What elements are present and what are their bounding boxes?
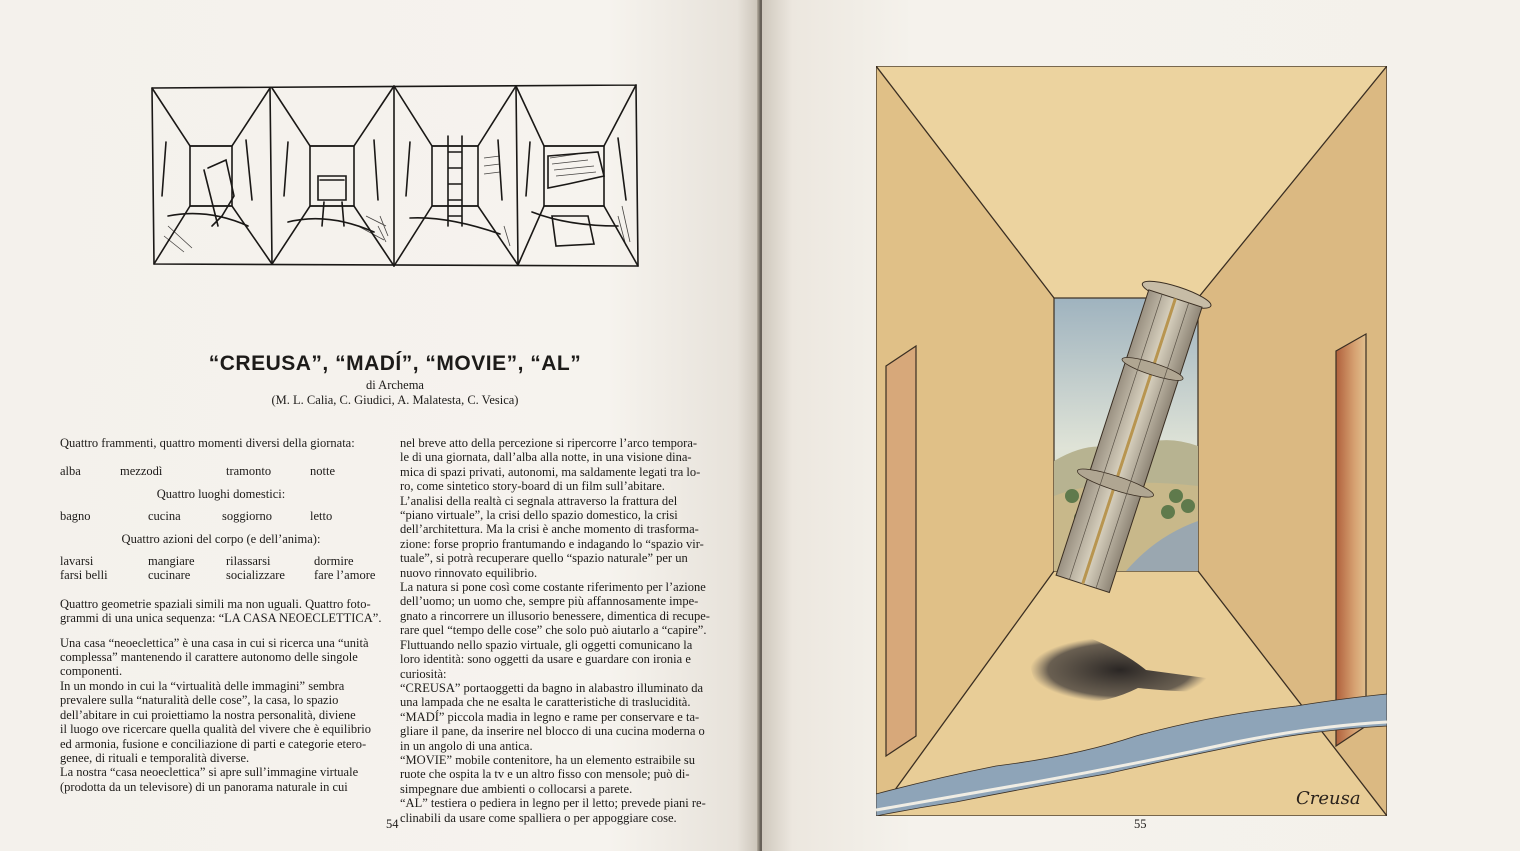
action-item: mangiare	[148, 554, 195, 569]
text-line: curiosità:	[400, 666, 447, 681]
text-line: ruote che ospita la tv e un altro fisso con mensole; può di-	[400, 767, 690, 782]
text-line: ro, come sintetico story-board di un film sull’abitare.	[400, 479, 665, 494]
action-item: socializzare	[226, 568, 285, 583]
text-line: dell’architettura. Ma la crisi è anche momento di trasforma-	[400, 522, 699, 537]
action-item: rilassarsi	[226, 554, 271, 569]
text-line: (prodotta da un televisore) di un panorama naturale in cui	[60, 779, 348, 794]
article-title: “CREUSA”, “MADÍ”, “MOVIE”, “AL”	[208, 352, 582, 375]
text-line: “piano virtuale”, la crisi dello spazio domestico, la crisi	[400, 508, 678, 523]
text-line: nel breve atto della percezione si ripercorre l’arco tempora-	[400, 436, 698, 450]
text-line: ed armonia, fusione e conciliazione di parti e categorie etero-	[60, 736, 367, 751]
text-line	[60, 626, 382, 636]
text-line: il luogo ove ricercare quella qualità del vivere che è equilibrio	[60, 722, 371, 737]
action-item: fare l’amore	[314, 568, 376, 583]
text-line: rare quel “tempo delle cose” che solo può aiutarlo a “capire”.	[400, 623, 707, 638]
action-item: lavarsi	[60, 554, 94, 569]
text-line: La nostra “casa neoeclettica” si apre sull’immagine virtuale	[60, 765, 359, 780]
text-line: loro identità: sono oggetti da usare e guardare con ironia e	[400, 652, 691, 667]
four-rooms-sketch	[148, 76, 641, 276]
actions-heading: Quattro azioni del corpo (e dell’anima):	[121, 531, 321, 546]
text-line: complessa” mantenendo il carattere autonomo delle singole	[60, 650, 358, 665]
text-line: in un angolo di una antica.	[400, 738, 533, 753]
text-line: In un mondo in cui la “virtualità delle immagini” sembra	[60, 678, 345, 693]
text-column-1	[60, 436, 382, 794]
page-number-left: 54	[386, 817, 399, 831]
text-line: Quattro geometrie spaziali simili ma non uguali. Quattro foto-	[60, 596, 371, 611]
intro-line: Quattro frammenti, quattro momenti diversi della giornata:	[60, 436, 355, 450]
column-1-body	[60, 597, 382, 794]
text-line: le di una giornata, dall’alba alla notte, in una visione dina-	[400, 450, 692, 465]
text-line: dell’uomo; un uomo che, sempre più affannosamente impe-	[400, 594, 699, 609]
moments-row	[60, 464, 382, 478]
text-line: nuovo rinnovato equilibrio.	[400, 565, 538, 580]
text-line: una lampada che ne esalta le caratteristiche di traslucidità.	[400, 695, 691, 710]
action-item: dormire	[314, 554, 354, 569]
places-heading: Quattro luoghi domestici:	[156, 486, 286, 501]
text-line: “CREUSA” portaoggetti da bagno in alabastro illuminato da	[400, 680, 704, 695]
creusa-illustration	[876, 66, 1387, 816]
text-line: componenti.	[60, 664, 123, 679]
place-item: letto	[310, 509, 333, 524]
page-number-right: 55	[1134, 817, 1147, 831]
text-line: dell’abitare in cui proiettiamo la nostra personalità, diviene	[60, 707, 356, 722]
places-row	[60, 509, 382, 523]
text-line: La natura si pone così come costante riferimento per l’azione	[400, 580, 706, 595]
text-line: Fluttuando nello spazio virtuale, gli oggetti comunicano la	[400, 637, 693, 652]
moment-item: alba	[60, 464, 81, 479]
text-line: “MADÍ” piccola madia in legno e rame per conservare e ta-	[400, 709, 700, 724]
text-line: zione: forse proprio frantumando e indagando lo “spazio vir-	[400, 536, 704, 551]
text-line: grammi di una unica sequenza: “LA CASA NEOECLETTICA”.	[60, 611, 382, 626]
byline-authors: (M. L. Calia, C. Giudici, A. Malatesta, C. Vesica)	[271, 393, 519, 407]
text-line: gliare il pane, da inserire nel blocco di una cucina moderna o	[400, 724, 705, 739]
text-line: prevalere sulla “naturalità delle cose”, la casa, lo spazio	[60, 693, 339, 708]
text-line: clinabili da usare come spalliera o per appoggiare cose.	[400, 810, 677, 825]
byline-studio: di Archema	[366, 378, 424, 392]
text-line: genee, di rituali e temporalità diverse.	[60, 750, 250, 765]
text-column-2	[400, 436, 725, 825]
artist-signature: Creusa	[1296, 788, 1361, 809]
moment-item: notte	[310, 464, 335, 479]
text-line: tuale”, si potrà recuperare quello “spazio naturale” per un	[400, 551, 688, 566]
text-line: L’analisi della realtà ci segnala attraverso la frattura del	[400, 493, 678, 508]
place-item: cucina	[148, 509, 181, 524]
actions-row-1	[60, 554, 382, 568]
text-line: gnato a rincorrere un illusorio benessere, dimentica di recupe-	[400, 608, 710, 623]
text-line: “MOVIE” mobile contenitore, ha un elemento estraibile su	[400, 752, 696, 767]
text-line: Una casa “neoeclettica” è una casa in cui si ricerca una “unità	[60, 635, 369, 650]
place-item: bagno	[60, 509, 91, 524]
text-line: “AL” testiera o pediera in legno per il letto; prevede piani re-	[400, 796, 706, 811]
moment-item: tramonto	[226, 464, 272, 479]
text-line: mica di spazi privati, autonomi, ma saldamente legati tra lo-	[400, 464, 701, 479]
actions-row-2	[60, 568, 382, 582]
place-item: soggiorno	[222, 509, 272, 524]
text-line: simpegnare due ambienti o collocarsi a parete.	[400, 781, 633, 796]
moment-item: mezzodì	[120, 464, 163, 479]
action-item: cucinare	[148, 568, 191, 583]
action-item: farsi belli	[60, 568, 108, 583]
